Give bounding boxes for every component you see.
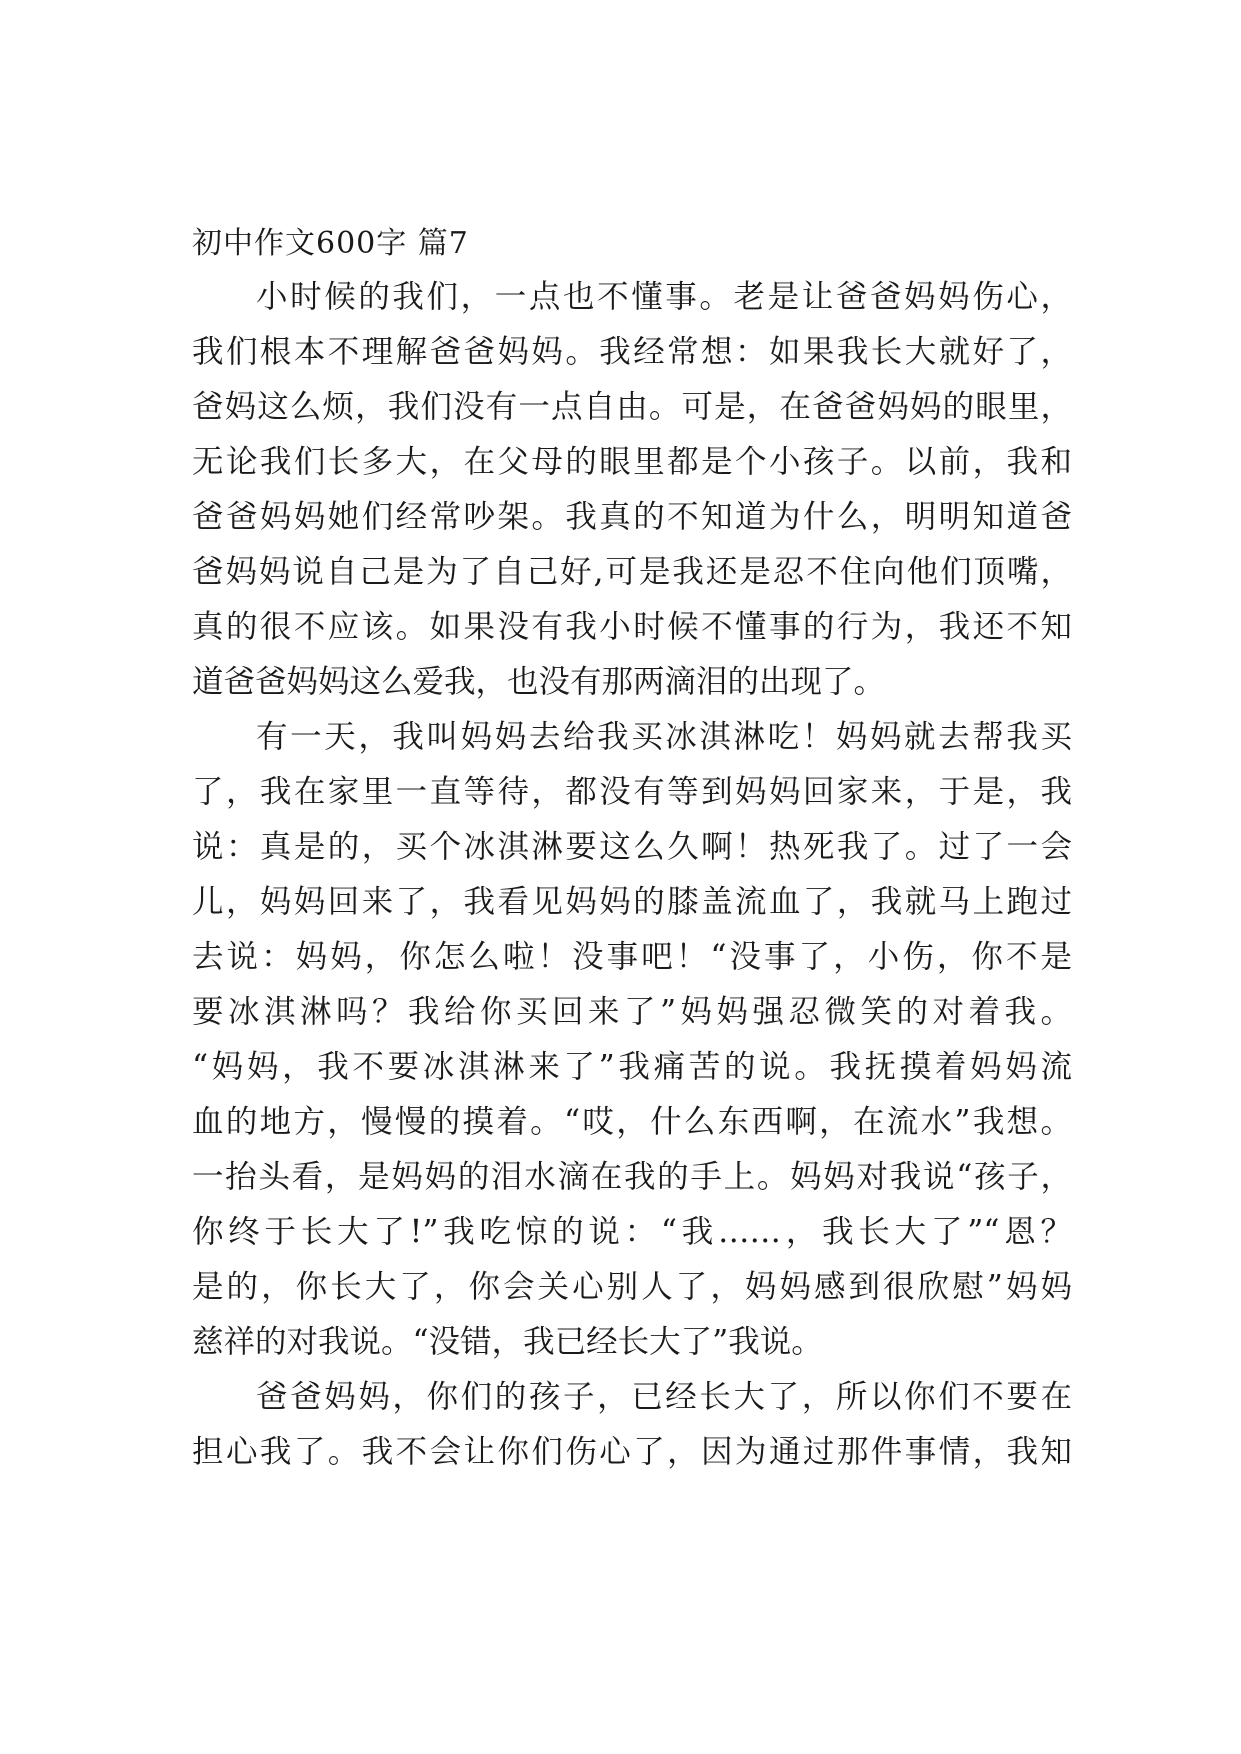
paragraph-2: [192, 710, 1072, 1370]
text-line: 去说：妈妈，你怎么啦！没事吧！“没事了，小伤，你不是: [192, 939, 1072, 975]
text-line: 了，我在家里一直等待，都没有等到妈妈回家来，于是，我: [192, 774, 1072, 810]
text-line: 道爸爸妈妈这么爱我，也没有那两滴泪的出现了。: [192, 664, 886, 700]
text-line: “妈妈，我不要冰淇淋来了”我痛苦的说。我抚摸着妈妈流: [192, 1049, 1072, 1085]
text-line: 儿，妈妈回来了，我看见妈妈的膝盖流血了，我就马上跑过: [192, 884, 1072, 920]
text-line: 是的，你长大了，你会关心别人了，妈妈感到很欣慰”妈妈: [192, 1269, 1072, 1305]
text-line: 小时候的我们，一点也不懂事。老是让爸爸妈妈伤心，: [256, 279, 1072, 315]
document-title: 初中作文600字 篇7: [192, 226, 469, 261]
text-line: 爸爸妈妈，你们的孩子，已经长大了，所以你们不要在: [256, 1379, 1072, 1415]
text-line: 爸妈妈说自己是为了自己好,可是我还是忍不住向他们顶嘴，: [192, 554, 1072, 590]
text-line: 爸爸妈妈她们经常吵架。我真的不知道为什么，明明知道爸: [192, 499, 1072, 535]
text-line: 爸妈这么烦，我们没有一点自由。可是，在爸爸妈妈的眼里，: [192, 389, 1072, 425]
text-line: 无论我们长多大，在父母的眼里都是个小孩子。以前，我和: [192, 444, 1072, 480]
document-body: [192, 218, 1072, 1480]
text-line: 慈祥的对我说。“没错，我已经长大了”我说。: [192, 1324, 823, 1360]
text-line: 担心我了。我不会让你们伤心了，因为通过那件事情，我知: [192, 1434, 1072, 1470]
text-line: 有一天，我叫妈妈去给我买冰淇淋吃！妈妈就去帮我买: [256, 719, 1072, 755]
text-line: 说：真是的，买个冰淇淋要这么久啊！热死我了。过了一会: [192, 829, 1072, 865]
text-line: 血的地方，慢慢的摸着。“哎，什么东西啊，在流水”我想。: [192, 1104, 1072, 1140]
text-line: 真的很不应该。如果没有我小时候不懂事的行为，我还不知: [192, 609, 1072, 645]
text-line: 一抬头看，是妈妈的泪水滴在我的手上。妈妈对我说“孩子，: [192, 1159, 1072, 1195]
text-line: 我们根本不理解爸爸妈妈。我经常想：如果我长大就好了，: [192, 334, 1072, 370]
paragraph-1: [192, 270, 1072, 710]
paragraph-3: [192, 1370, 1072, 1480]
text-line: 要冰淇淋吗？我给你买回来了”妈妈强忍微笑的对着我。: [192, 994, 1072, 1030]
text-line: 你终于长大了!”我吃惊的说：“我……，我长大了”“恩？: [192, 1214, 1072, 1250]
